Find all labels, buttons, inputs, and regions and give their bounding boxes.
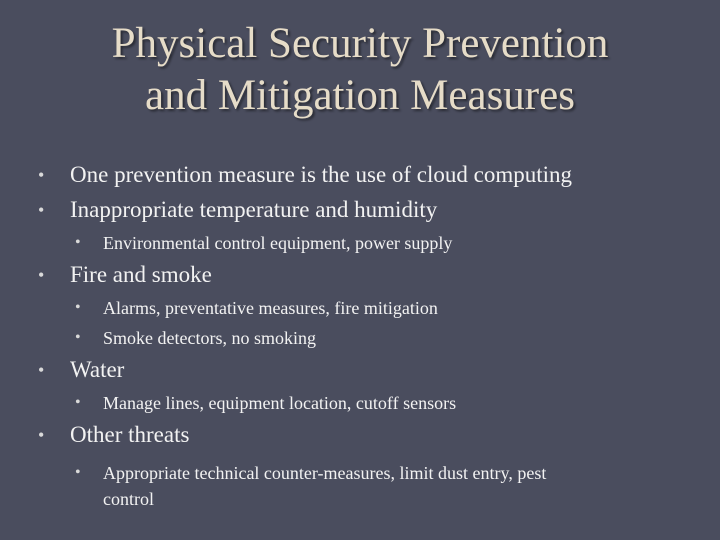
list-item-text: Environmental control equipment, power supply xyxy=(103,233,453,253)
list-item-text: control xyxy=(103,489,154,509)
list-item-text: Manage lines, equipment location, cutoff sensors xyxy=(103,393,457,413)
bullet-icon: • xyxy=(38,200,45,220)
list-item xyxy=(38,421,190,449)
list-item-text: Appropriate technical counter-measures, limit dust entry, pest xyxy=(103,463,547,483)
title-line-2: and Mitigation Measures xyxy=(145,72,575,119)
bullet-icon: • xyxy=(38,425,45,445)
list-item-text: Inappropriate temperature and humidity xyxy=(70,197,438,222)
list-item xyxy=(38,261,212,289)
title-line-1: Physical Security Prevention xyxy=(111,20,609,67)
sub-list-item xyxy=(75,391,457,415)
list-item-text: Water xyxy=(70,357,125,382)
list-item xyxy=(38,356,125,384)
bullet-icon: • xyxy=(75,299,81,316)
bullet-icon: • xyxy=(38,265,45,285)
sub-list-item xyxy=(75,296,438,320)
bullet-icon: • xyxy=(38,360,45,380)
bullet-icon: • xyxy=(75,394,81,411)
bullet-icon: • xyxy=(75,329,81,346)
bullet-icon: • xyxy=(38,165,45,185)
sub-list-item xyxy=(75,461,547,485)
list-item-text: Alarms, preventative measures, fire mitigation xyxy=(103,298,438,318)
list-item-continuation xyxy=(103,487,154,511)
sub-list-item xyxy=(75,326,316,350)
list-item-text: One prevention measure is the use of cloud computing xyxy=(70,162,573,187)
list-item xyxy=(38,161,573,189)
list-item-text: Smoke detectors, no smoking xyxy=(103,328,316,348)
list-item-text: Other threats xyxy=(70,422,190,447)
sub-list-item xyxy=(75,231,453,255)
list-item-text: Fire and smoke xyxy=(70,262,212,287)
list-item xyxy=(38,196,438,224)
bullet-icon: • xyxy=(75,464,81,481)
bullet-icon: • xyxy=(75,234,81,251)
